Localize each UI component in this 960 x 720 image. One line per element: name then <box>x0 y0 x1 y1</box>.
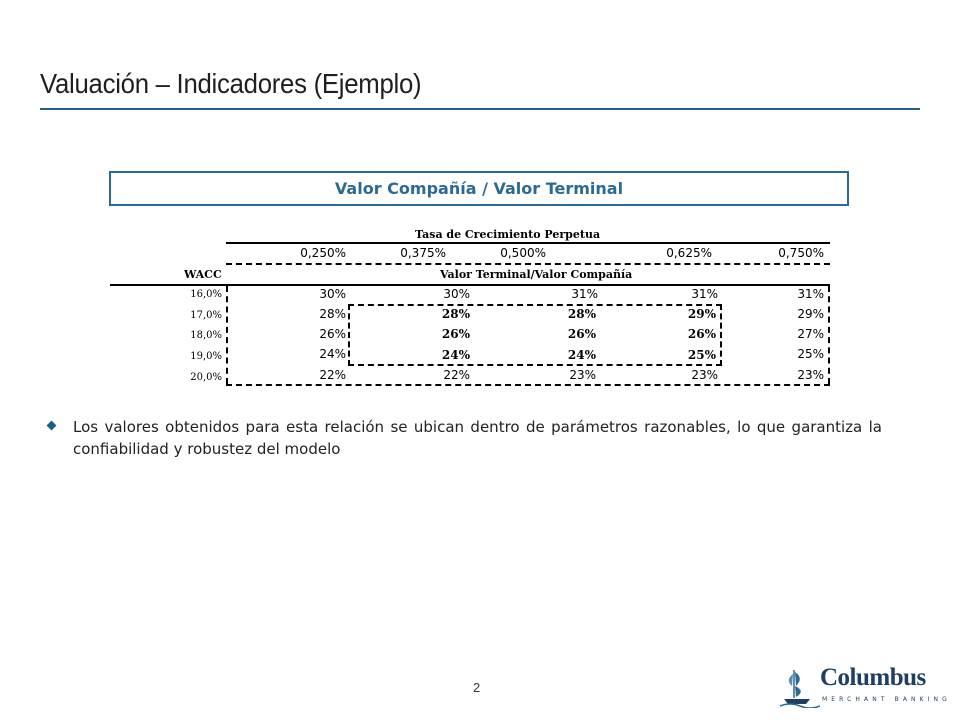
ratio-cell: 26% <box>441 327 470 341</box>
ratio-cell: 31% <box>691 287 718 301</box>
ratio-cell: 30% <box>443 287 470 301</box>
diamond-bullet-icon <box>47 421 57 431</box>
ratio-cell: 29% <box>687 307 716 321</box>
ratio-header: Valor Terminal/Valor Compañía <box>440 268 633 281</box>
ratio-cell: 31% <box>571 287 598 301</box>
ratio-cell: 25% <box>687 348 716 362</box>
title-divider <box>40 108 920 110</box>
ratio-cell: 30% <box>319 287 346 301</box>
ratio-cell: 24% <box>319 347 346 361</box>
header-bottom-rule <box>110 284 830 286</box>
data-right-rule <box>828 286 830 384</box>
ratio-cell: 22% <box>443 368 470 382</box>
growth-header-rule <box>226 242 830 244</box>
bullet-text: Los valores obtenidos para esta relación se ubican dentro de parámetros razonables, lo que garantiza la confiabilidad y robustez del modelo <box>73 418 882 458</box>
ratio-cell: 31% <box>797 287 824 301</box>
growth-rate-cell: 0,500% <box>500 246 546 260</box>
ratio-cell: 23% <box>569 368 596 382</box>
sensitivity-table <box>110 220 830 390</box>
bullet-item <box>48 416 882 460</box>
ship-icon <box>780 664 820 708</box>
ratio-cell: 24% <box>441 348 470 362</box>
growth-rate-cell: 0,375% <box>400 246 446 260</box>
growth-rates-rule <box>226 263 830 265</box>
ratio-cell: 23% <box>797 368 824 382</box>
ratio-cell: 22% <box>319 368 346 382</box>
slide-title: Valuación – Indicadores (Ejemplo) <box>40 68 422 99</box>
ratio-cell: 26% <box>687 327 716 341</box>
ratio-cell: 28% <box>319 307 346 321</box>
ratio-cell: 24% <box>567 348 596 362</box>
ratio-cell: 26% <box>567 327 596 341</box>
wacc-value: 17,0% <box>190 310 222 321</box>
wacc-column-separator <box>226 286 228 384</box>
ratio-cell: 23% <box>691 368 718 382</box>
section-banner: Valor Compañía / Valor Terminal <box>109 171 849 206</box>
data-bottom-rule <box>226 384 830 386</box>
wacc-value: 16,0% <box>190 289 222 300</box>
ratio-cell: 27% <box>797 327 824 341</box>
ratio-cell: 28% <box>567 307 596 321</box>
logo-tagline: MERCHANT BANKING <box>822 696 951 703</box>
growth-rate-cell: 0,750% <box>778 246 824 260</box>
ratio-cell: 28% <box>441 307 470 321</box>
page-number: 2 <box>473 680 481 695</box>
wacc-header: WACC <box>184 268 222 281</box>
growth-rate-cell: 0,250% <box>300 246 346 260</box>
ratio-cell: 26% <box>319 327 346 341</box>
wacc-value: 18,0% <box>190 330 222 341</box>
ratio-cell: 25% <box>797 347 824 361</box>
ratio-cell: 29% <box>797 307 824 321</box>
growth-header: Tasa de Crecimiento Perpetua <box>415 228 601 241</box>
growth-rate-cell: 0,625% <box>666 246 712 260</box>
columbus-logo <box>780 662 951 708</box>
logo-wordmark: Columbus <box>820 664 926 691</box>
wacc-value: 20,0% <box>190 372 222 383</box>
wacc-value: 19,0% <box>190 351 222 362</box>
